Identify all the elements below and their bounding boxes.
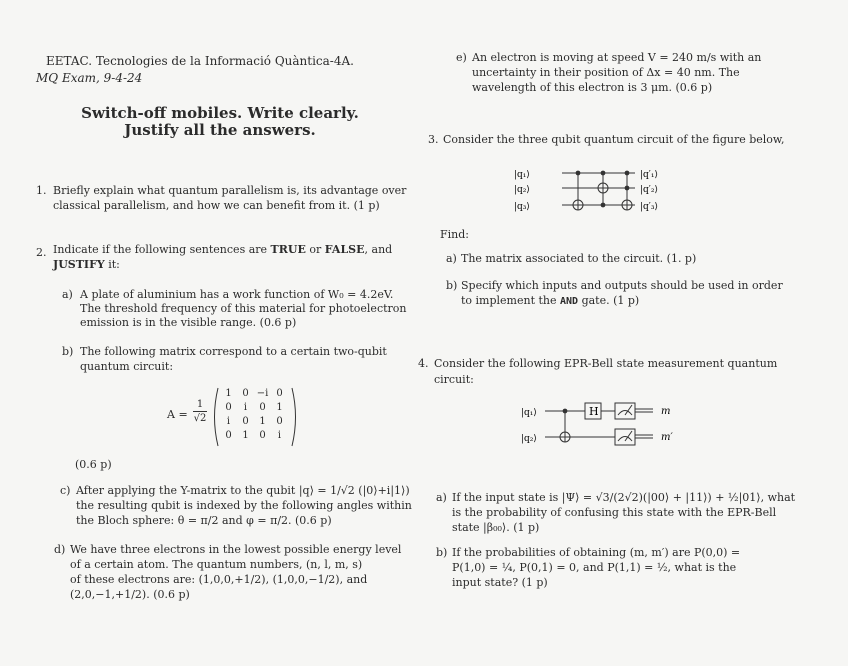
matrix-row <box>220 388 288 402</box>
q3a-label: a) <box>446 252 457 265</box>
q3b-label: b) <box>446 279 458 292</box>
three-qubit-circuit <box>510 160 680 220</box>
q2-justify-keyword: JUSTIFY <box>53 258 105 271</box>
q2a-line-1: A plate of aluminium has a work function of W₀ = 4.2eV. <box>80 288 394 301</box>
q4-output-m-prime: m′ <box>661 432 673 443</box>
q2b-label: b) <box>62 345 74 358</box>
q2d-line-2: of a certain atom. The quantum numbers, (n, l, m, s) <box>70 558 363 571</box>
q4a-line-1: If the input state is |Ψ⟩ = √3/(2√2)(|00⟩ + |11⟩) + ½|01⟩, what <box>452 491 796 504</box>
matrix-cell: 1 <box>276 402 283 413</box>
instructions-line-1: Switch-off mobiles. Write clearly. <box>81 104 359 122</box>
q4a-label: a) <box>436 491 447 504</box>
hadamard-gate: H <box>589 405 599 418</box>
matrix-cell: 0 <box>259 430 266 441</box>
q2-intro-line-1: Indicate if the following sentences are TRUE or FALSE, and <box>53 243 393 256</box>
matrix-cell: −i <box>256 388 269 399</box>
q2d-line-4: (2,0,−1,+1/2). (0.6 p) <box>70 588 190 601</box>
matrix-row <box>220 430 288 444</box>
q2b-line-1: The following matrix correspond to a certain two-qubit <box>80 345 387 358</box>
q3-output-3: |q′₃⟩ <box>640 202 658 212</box>
matrix-grid <box>220 388 288 444</box>
q2e-line-1: An electron is moving at speed V = 240 m/s with an <box>472 51 762 64</box>
matrix-cell: i <box>226 416 231 427</box>
q4b-line-3: input state? (1 p) <box>452 576 548 589</box>
q2b-points: (0.6 p) <box>75 458 112 471</box>
matrix-prefactor: 1 √2 <box>193 399 207 424</box>
q2d-line-1: We have three electrons in the lowest possible energy level <box>70 543 402 556</box>
q4-input-1: |q₁⟩ <box>521 408 537 418</box>
q4a-line-2: is the probability of confusing this state with the EPR-Bell <box>452 506 777 519</box>
q2d-line-3: of these electrons are: (1,0,0,+1/2), (1,0,0,−1/2), and <box>70 573 368 586</box>
q4-input-2: |q₂⟩ <box>521 434 537 444</box>
q2-number: 2. <box>36 246 47 259</box>
q2a-label: a) <box>62 288 73 301</box>
matrix-cell: i <box>277 430 282 441</box>
q4-line-2: circuit: <box>434 373 474 386</box>
q3-line-1: Consider the three qubit quantum circuit of the figure below, <box>443 133 785 146</box>
exam-header-date: MQ Exam, 9-4-24 <box>36 71 143 85</box>
matrix-cell: 0 <box>242 416 249 427</box>
matrix-cell: 0 <box>259 402 266 413</box>
q2-intro-line-2: JUSTIFY it: <box>53 258 120 271</box>
matrix-cell: 0 <box>242 388 249 399</box>
epr-bell-circuit <box>515 396 695 448</box>
matrix-row <box>220 416 288 430</box>
q3-output-1: |q′₁⟩ <box>640 170 658 180</box>
matrix-cell: 0 <box>276 388 283 399</box>
q2c-label: c) <box>60 484 71 497</box>
q3-number: 3. <box>428 133 439 146</box>
q4b-line-1: If the probabilities of obtaining (m, m′) are P(0,0) = <box>452 546 741 559</box>
q2a-line-3: emission is in the visible range. (0.6 p) <box>80 316 297 329</box>
matrix-cell: 1 <box>259 416 266 427</box>
matrix-cell: 1 <box>225 388 232 399</box>
q2a-line-2: The threshold frequency of this material for photoelectron <box>80 302 407 315</box>
q3-find: Find: <box>440 228 469 241</box>
q2c-line-2: the resulting qubit is indexed by the following angles within <box>76 499 412 512</box>
q3-input-1: |q₁⟩ <box>514 170 530 180</box>
q2c-line-3: the Bloch sphere: θ = π/2 and φ = π/2. (0.6 p) <box>76 514 332 527</box>
q4-line-1: Consider the following EPR-Bell state measurement quantum <box>434 357 778 370</box>
matrix-cell: i <box>243 402 248 413</box>
q1-line-1: Briefly explain what quantum parallelism is, its advantage over <box>53 184 407 197</box>
q3b-line-2: to implement the AND gate. (1 p) <box>461 294 640 307</box>
q2c-line-1: After applying the Y-matrix to the qubit |q⟩ = 1/√2 (|0⟩+i|1⟩) <box>76 484 410 497</box>
q4a-line-3: state |β₀₀⟩. (1 p) <box>452 521 540 534</box>
matrix-row <box>220 402 288 416</box>
q1-line-2: classical parallelism, and how we can benefit from it. (1 p) <box>53 199 380 212</box>
q3-output-2: |q′₂⟩ <box>640 185 658 195</box>
q2b-line-2: quantum circuit: <box>80 360 174 373</box>
q2-true-keyword: TRUE <box>270 243 306 256</box>
q3-input-3: |q₃⟩ <box>514 202 530 212</box>
matrix-cell: 0 <box>276 416 283 427</box>
q4b-label: b) <box>436 546 448 559</box>
q4-number: 4. <box>418 357 429 370</box>
q2e-line-2: uncertainty in their position of Δx = 40 nm. The <box>472 66 740 79</box>
q1-number: 1. <box>36 184 47 197</box>
q4-output-m: m <box>661 406 671 417</box>
matrix-cell: 0 <box>225 402 232 413</box>
matrix-cell: 0 <box>225 430 232 441</box>
and-gate-keyword: AND <box>560 296 579 307</box>
q4b-line-2: P(1,0) = ¼, P(0,1) = 0, and P(1,1) = ½, what is the <box>452 561 737 574</box>
matrix-cell: 1 <box>242 430 249 441</box>
q2e-label: e) <box>456 51 467 64</box>
matrix-lhs: A = <box>167 408 188 421</box>
q3b-line-1: Specify which inputs and outputs should be used in order <box>461 279 783 292</box>
q3a-text: The matrix associated to the circuit. (1. p) <box>461 252 697 265</box>
exam-header-title: EETAC. Tecnologies de la Informació Quàntica-4A. <box>46 54 354 68</box>
instructions-line-2: Justify all the answers. <box>124 121 316 139</box>
q2e-line-3: wavelength of this electron is 3 μm. (0.6 p) <box>472 81 713 94</box>
q2d-label: d) <box>54 543 66 556</box>
q2-false-keyword: FALSE <box>324 243 365 256</box>
q3-input-2: |q₂⟩ <box>514 185 530 195</box>
